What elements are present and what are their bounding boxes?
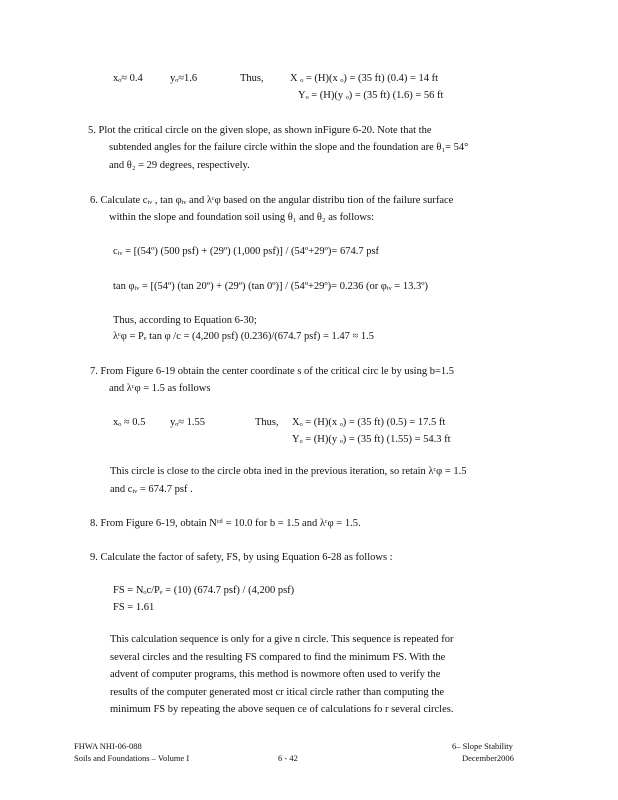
yo-value: yₒ≈1.6	[170, 73, 198, 84]
lambda-equation: λᶜφ = Pₑ tan φ /c = (4,200 psf) (0.236)/(674.7 psf) = 1.47 ≈ 1.5	[113, 331, 375, 342]
item7-thus-label: Thus,	[255, 417, 279, 428]
item7-note-line2: and cᵢᵥ = 674.7 psf .	[110, 484, 193, 495]
item6-line1: 6. Calculate cᵢᵥ , tan φᵢᵥ and λᶜφ based on the angular distribu tion of the failure surface	[90, 195, 454, 206]
footer-doc-id: FHWA NHI-06-088	[74, 741, 142, 751]
item9-paragraph-line1: This calculation sequence is only for a give n circle. This sequence is repeated for	[110, 634, 454, 645]
item9-paragraph-line5: minimum FS by repeating the above sequen ce of calculations fo r several circles.	[110, 704, 454, 715]
item8-line1: 8. From Figure 6-19, obtain Nᶜᵈ = 10.0 for b = 1.5 and λᶜφ = 1.5.	[90, 518, 361, 529]
item7-xo-value: xₒ ≈ 0.5	[113, 417, 146, 428]
item7-line1: 7. From Figure 6-19 obtain the center coordinate s of the critical circ le by using b=1.5	[90, 366, 454, 377]
footer-title: Soils and Foundations – Volume I	[74, 753, 190, 763]
item7-note-line1: This circle is close to the circle obta ined in the previous iteration, so retain λᶜφ = 1.5	[110, 466, 467, 477]
item7-yo-equation: Yₒ = (H)(y ₒ) = (35 ft) (1.55) = 54.3 ft	[292, 434, 451, 445]
item9-paragraph-line2: several circles and the resulting FS compared to find the minimum FS. With the	[110, 652, 446, 663]
tan-phi-equation: tan φᵢᵥ = [(54º) (tan 20º) + (29º) (tan 0º)] / (54º+29º)= 0.236 (or φᵢᵥ = 13.3º)	[113, 281, 428, 292]
footer-page-number: 6 - 42	[278, 753, 298, 763]
item5-line1: 5. Plot the critical circle on the given slope, as shown inFigure 6-20. Note that the	[88, 125, 432, 136]
item7-yo-value: yₒ≈ 1.55	[170, 417, 206, 428]
footer-date: December2006	[462, 753, 514, 763]
footer-chapter: 6– Slope Stability	[452, 741, 513, 751]
cav-equation: cᵢᵥ = [(54º) (500 psf) + (29º) (1,000 psf)] / (54º+29º)= 674.7 psf	[113, 246, 380, 257]
fs-equation: FS = Nₒc/Pₑ = (10) (674.7 psf) / (4,200 psf)	[113, 585, 295, 596]
item7-xo-equation: Xₒ = (H)(x ₒ) = (35 ft) (0.5) = 17.5 ft	[292, 417, 446, 428]
item6-thus-line: Thus, according to Equation 6-30;	[113, 315, 257, 326]
item9-line1: 9. Calculate the factor of safety, FS, by using Equation 6-28 as follows :	[90, 552, 393, 563]
yo-equation: Yₒ = (H)(y ₒ) = (35 ft) (1.6) = 56 ft	[298, 90, 444, 101]
xo-value: xₒ≈ 0.4	[113, 73, 143, 84]
xo-equation: X ₒ = (H)(x ₒ) = (35 ft) (0.4) = 14 ft	[290, 73, 439, 84]
item7-line2: and λᶜφ = 1.5 as follows	[109, 383, 211, 394]
item9-paragraph-line4: results of the computer generated most cr itical circle rather than computing the	[110, 687, 445, 698]
item6-line2: within the slope and foundation soil using θ₁ and θ₂ as follows:	[109, 212, 374, 223]
item5-line2: subtended angles for the failure circle within the slope and the foundation are θ₁= 54°	[109, 142, 469, 153]
thus-label: Thus,	[240, 73, 264, 84]
fs-result: FS = 1.61	[113, 602, 155, 613]
item5-line3: and θ₂ = 29 degrees, respectively.	[109, 160, 250, 171]
item9-paragraph-line3: advent of computer programs, this method is nowmore often used to verify the	[110, 669, 441, 680]
